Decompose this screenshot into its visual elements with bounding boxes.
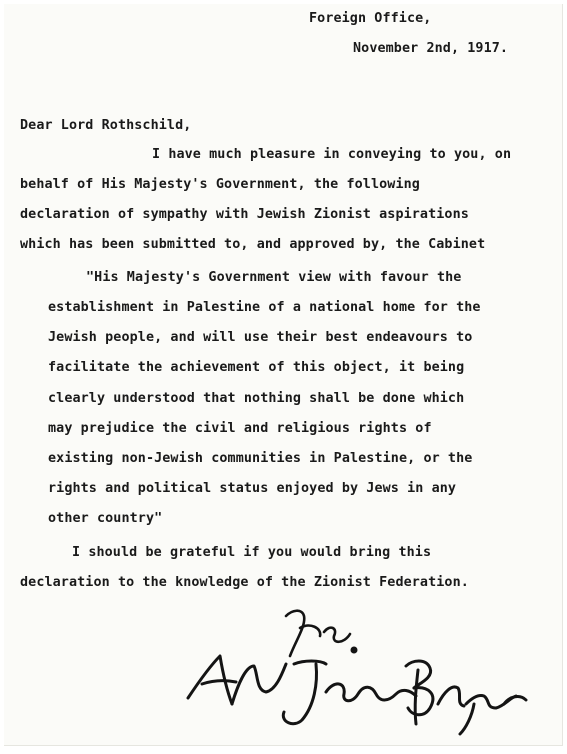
declaration-line-7: existing non-Jewish communities in Palestine, or the [48,451,473,466]
declaration-line-3: Jewish people, and will use their best endeavours to [48,330,473,345]
intro-line-2: behalf of His Majesty's Government, the following [20,177,420,192]
declaration-line-4: facilitate the achievement of this object, it being [48,360,465,375]
closing-line-1: I should be grateful if you would bring this [72,545,432,560]
signature-first-name-stroke [188,656,286,704]
signature-middle-name-stroke [283,661,416,724]
intro-line-1: I have much pleasure in conveying to you, on [152,147,512,162]
signature-last-name-stroke [406,661,526,734]
declaration-line-9: other country" [48,511,163,526]
declaration-line-2: establishment in Palestine of a national home for the [48,300,481,315]
declaration-line-6: may prejudice the civil and religious rights of [48,421,432,436]
letterhead-office: Foreign Office, [309,11,432,26]
declaration-line-5: clearly understood that nothing shall be done which [48,391,465,406]
closing-line-2: declaration to the knowledge of the Zionist Federation. [20,575,469,590]
signature-valediction-stroke [286,611,358,656]
salutation: Dear Lord Rothschild, [20,118,192,133]
declaration-line-8: rights and political status enjoyed by Jews in any [48,481,457,496]
letter-date: November 2nd, 1917. [353,41,509,56]
intro-line-3: declaration of sympathy with Jewish Zionist aspirations [20,207,469,222]
intro-line-4: which has been submitted to, and approved by, the Cabinet [20,237,486,252]
letter-page [4,4,563,746]
declaration-line-1: "His Majesty's Government view with favour the [86,270,462,285]
